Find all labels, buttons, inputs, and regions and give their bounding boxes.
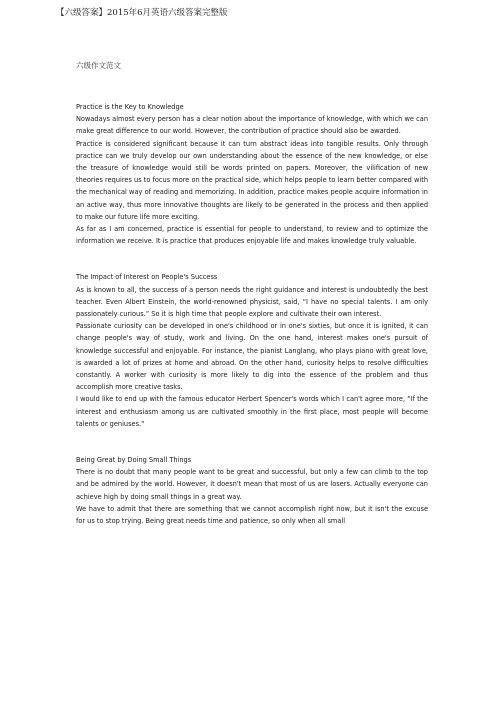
essay [76,454,428,527]
essay-paragraph: Practice is considered significant because it can turn abstract ideas into tangible results. Only through practice can we truly develop our own understanding about the essence of the new knowledge, or else the treasure of knowledge would still be words printed on papers. Moreover, the vilification of new theories requires us to focus more on the practical side, which helps people to learn better compared with the mechanical way of reading and memorizing. In addition, practice makes people acquire information in an active way, thus more innovative thoughts are likely to be generated in the process and then applied to make our future life more exciting. [76,139,428,221]
essay-paragraph: As is known to all, the success of a person needs the right guidance and interest is undoubtedly the best teacher. Even Albert Einstein, the world-renowned physicist, said, “I have no special talents. I am only passionately curious.” So it is high time that people explore and cultivate their own interest. [76,285,428,319]
essay-paragraph: Passionate curiosity can be developed in one's childhood or in one's sixties, but once it is ignited, it can change people's way of study, work and living. On the one hand, interest makes one's pursuit of knowledge successful and enjoyable. For instance, the pianist Langlang, who plays piano with great love, is awarded a lot of prizes at home and abroad. On the other hand, curiosity helps to resolve difficulties constantly. A worker with curiosity is more likely to dig into the essence of the problem and thus accomplish more creative tasks. [76,322,428,392]
document-body [76,101,428,527]
section-label: 六级作文范文 [76,61,121,70]
essay-paragraph: There is no doubt that many people want to be great and successful, but only a few can climb to the top and be admired by the world. However, it doesn't mean that most of us are losers. Actually everyone can achieve high by doing small things in a great way. [76,468,428,501]
essay-title: The Impact of Interest on People's Success [76,273,218,282]
essay-spacer [76,430,428,454]
essay-paragraph: We have to admit that there are something that we cannot accomplish right now, but it isn't the excuse for us to stop trying. Being great needs time and patience, so only when all small [76,504,428,526]
essay-title: Practice is the Key to Knowledge [76,103,184,111]
essay-title: Being Great by Doing Small Things [76,456,192,465]
essay-paragraph: Nowadays almost every person has a clear notion about the importance of knowledge, with which we can make great difference to our world. However, the contribution of practice should also be awarded. [76,115,428,136]
document-header: 【六级答案】2015年6月英语六级答案完整版 [56,8,228,18]
essay [76,271,428,430]
essay-paragraph: As far as I am concerned, practice is essential for people to understand, to review and to optimize the information we receive. It is practice that produces enjoyable life and makes knowledge truly valuable. [76,225,428,246]
essay-spacer [76,247,428,271]
essay [76,101,428,247]
essay-paragraph: I would like to end up with the famous educator Herbert Spencer's words which I can't agree more, “If the interest and enthusiasm among us are cultivated smoothly in the first place, most people will become talents or geniuses.” [76,395,428,428]
